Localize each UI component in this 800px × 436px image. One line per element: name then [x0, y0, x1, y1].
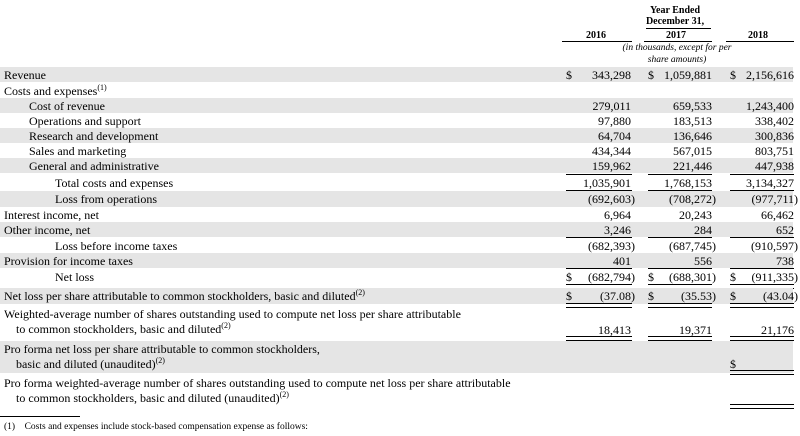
table-row	[0, 175, 793, 191]
footnote-text: Costs and expenses include stock-based compensation expense as follows:	[24, 422, 308, 432]
value-2018: 300,836	[755, 129, 794, 143]
value-2016: (682,393)	[588, 239, 635, 253]
table-row	[0, 143, 793, 158]
units-line-1: (in thousands, except for per	[622, 43, 732, 53]
table-row	[0, 238, 798, 253]
value-2018: 652	[776, 223, 794, 237]
table-row	[0, 269, 798, 284]
currency-symbol: $	[566, 68, 572, 82]
row-label: Sales and marketing	[29, 144, 127, 158]
table-row	[0, 222, 793, 237]
currency-symbol: $	[566, 270, 572, 284]
value-2018: 2,156,616	[746, 68, 794, 82]
table-row	[0, 158, 793, 173]
row-label	[4, 289, 365, 303]
row-label: Loss before income taxes	[55, 239, 178, 253]
currency-symbol: $	[648, 68, 654, 82]
value-2016: (692,603)	[588, 192, 635, 206]
row-label-line-2	[16, 322, 231, 336]
table-row	[0, 113, 793, 128]
value-2018: 21,176	[761, 323, 794, 337]
currency-symbol: $	[648, 270, 654, 284]
value-2017: (708,272)	[669, 192, 716, 206]
row-label-text: to common stockholders, basic and diluted	[16, 322, 222, 336]
row-label-text: Costs and expenses	[4, 84, 98, 98]
table-row	[0, 67, 793, 82]
value-2016: 3,246	[604, 223, 631, 237]
currency-symbol: $	[730, 270, 736, 284]
footnote-ref: (2)	[221, 321, 231, 330]
table-row	[0, 128, 793, 143]
value-2016: 1,035,901	[583, 176, 631, 190]
footnote-ref: (2)	[155, 356, 165, 365]
units-note	[608, 42, 746, 66]
row-label: Interest income, net	[4, 208, 99, 222]
currency-symbol: $	[730, 357, 736, 371]
row-label: Total costs and expenses	[55, 176, 174, 190]
value-2018: 338,402	[755, 114, 794, 128]
table-row	[0, 375, 793, 407]
value-2016: 401	[613, 254, 631, 268]
row-label	[4, 84, 107, 98]
value-2018: (911,335)	[751, 270, 798, 284]
value-2018: (43.04)	[763, 289, 798, 303]
value-2017: 284	[694, 223, 712, 237]
value-2017: 183,513	[673, 114, 712, 128]
table-row	[0, 191, 798, 207]
value-2016: 64,704	[598, 129, 631, 143]
value-2017: 136,646	[673, 129, 712, 143]
value-2016: 97,880	[598, 114, 631, 128]
row-label-line-1: Pro forma net loss per share attributable to common stockholders,	[4, 342, 320, 356]
row-label: General and administrative	[29, 159, 159, 173]
period-line-1: Year Ended	[649, 5, 701, 16]
row-label: Other income, net	[4, 223, 91, 237]
row-label-line-1: Weighted-average number of shares outstanding used to compute net loss per share attributable	[4, 307, 461, 321]
value-2017: 1,768,153	[664, 176, 712, 190]
value-2017: 1,059,881	[664, 68, 712, 82]
footnote	[4, 422, 308, 432]
value-2016: 18,413	[598, 323, 631, 337]
value-2018: (910,597)	[751, 239, 798, 253]
row-label-text: Net loss per share attributable to common stockholders, basic and diluted	[4, 289, 356, 303]
header-rule-period	[646, 28, 711, 29]
value-2018: 738	[776, 254, 794, 268]
row-label: Cost of revenue	[29, 99, 105, 113]
value-2016: (37.08)	[600, 289, 635, 303]
value-2016: 159,962	[592, 159, 631, 173]
footnote-ref: (2)	[279, 390, 289, 399]
row-label: Operations and support	[29, 114, 141, 128]
row-label: Loss from operations	[55, 192, 157, 206]
value-2016: 434,344	[592, 144, 631, 158]
value-2018: 3,134,327	[746, 176, 794, 190]
row-label-text: basic and diluted (unaudited)	[16, 357, 156, 371]
currency-symbol: $	[648, 289, 654, 303]
units-line-2: share amounts)	[647, 55, 707, 65]
value-2017: (687,745)	[669, 239, 716, 253]
value-2016: 279,011	[592, 99, 631, 113]
value-2017: 567,015	[673, 144, 712, 158]
row-label: Research and development	[29, 129, 159, 143]
year-2016: 2016	[586, 30, 606, 41]
value-2016: 6,964	[604, 208, 631, 222]
value-2018: 66,462	[761, 208, 794, 222]
row-label-line-2	[16, 391, 289, 405]
value-2018: (977,711)	[751, 192, 798, 206]
row-label: Net loss	[55, 270, 94, 284]
table-row	[0, 253, 793, 268]
table-row	[0, 98, 793, 113]
year-2018: 2018	[748, 30, 768, 41]
table-row	[0, 307, 793, 339]
value-2016: (682,794)	[588, 270, 635, 284]
currency-symbol: $	[566, 289, 572, 303]
row-label: Provision for income taxes	[4, 254, 133, 268]
footnote-ref: (1)	[97, 83, 107, 92]
value-2018: 1,243,400	[746, 99, 794, 113]
row-label-line-2	[16, 357, 165, 371]
currency-symbol: $	[730, 68, 736, 82]
period-line-2: December 31,	[645, 16, 705, 27]
value-2017: 659,533	[673, 99, 712, 113]
footnote-separator	[0, 416, 80, 417]
row-label: Revenue	[4, 68, 46, 82]
value-2016: 343,298	[592, 68, 631, 82]
table-row	[0, 207, 793, 222]
currency-symbol: $	[730, 289, 736, 303]
value-2018: 803,751	[755, 144, 794, 158]
table-row	[0, 341, 793, 373]
footnote-ref: (2)	[355, 288, 365, 297]
value-2017: 19,371	[679, 323, 712, 337]
table-row	[0, 288, 798, 304]
value-2017: (35.53)	[681, 289, 716, 303]
footnote-marker: (1)	[4, 422, 16, 432]
row-label-text: to common stockholders, basic and diluted (unaudited)	[16, 391, 280, 405]
value-2018: 447,938	[755, 159, 794, 173]
period-header	[620, 5, 730, 27]
value-2017: 221,446	[673, 159, 712, 173]
double-rule-2018	[730, 404, 794, 409]
row-label-line-1: Pro forma weighted-average number of shares outstanding used to compute net loss per share attributable	[4, 376, 511, 390]
value-2017: 556	[694, 254, 712, 268]
table-row	[0, 83, 793, 98]
value-2017: (688,301)	[669, 270, 716, 284]
year-2017: 2017	[666, 30, 686, 41]
value-2017: 20,243	[679, 208, 712, 222]
